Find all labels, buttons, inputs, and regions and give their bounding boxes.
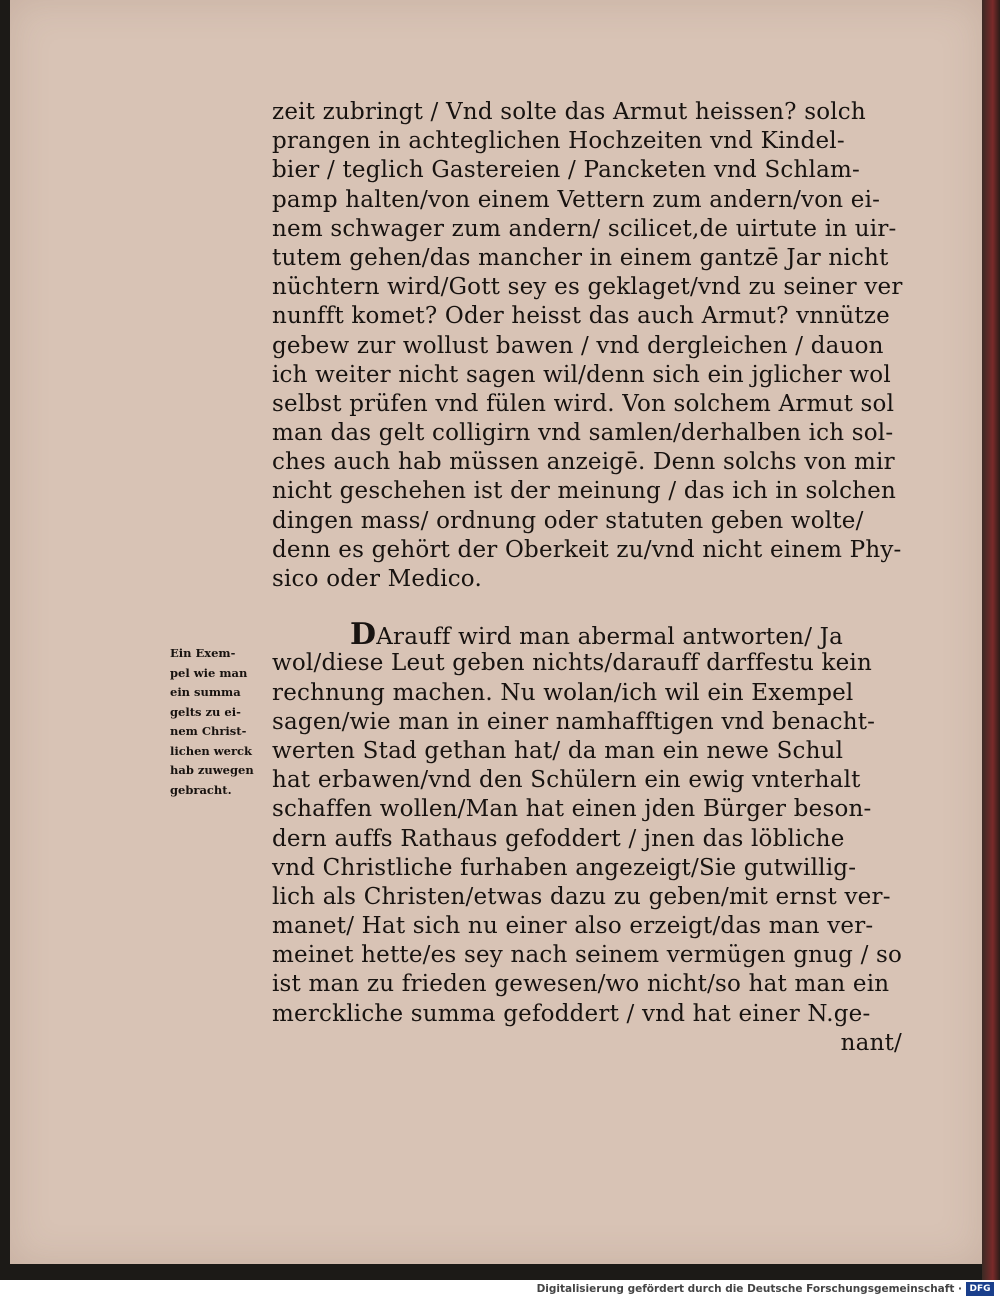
footer-bar xyxy=(0,1280,1000,1300)
text-line: merckliche summa gefoddert / vnd hat einer N.ge- xyxy=(272,1000,871,1027)
margin-note-line: pel wie man xyxy=(170,665,248,680)
text-line: lich als Christen/etwas dazu zu geben/mit ernst ver- xyxy=(272,883,891,910)
margin-note-line: ein summa xyxy=(170,685,241,699)
initial-letter: D xyxy=(350,617,377,653)
margin-note-line: gebracht. xyxy=(170,782,232,797)
margin-note-line: nem Christ- xyxy=(170,724,247,738)
text-line: vnd Christliche furhaben angezeigt/Sie gutwillig- xyxy=(272,854,857,881)
text-line: dern auffs Rathaus gefoddert / jnen das löbliche xyxy=(272,825,845,852)
text-line: werten Stad gethan hat/ da man ein newe Schul xyxy=(272,737,844,764)
text-line: selbst prüfen vnd fülen wird. Von solchem Armut sol xyxy=(272,390,895,417)
text-line: schaffen wollen/Man hat einen jden Bürger beson- xyxy=(272,796,872,823)
text-line: pamp halten/von einem Vettern zum andern/von ei- xyxy=(272,186,881,213)
text-line: sagen/wie man in einer namhafftigen vnd benacht- xyxy=(272,708,876,735)
text-line: Arauff wird man abermal antworten/ Ja xyxy=(376,624,843,651)
text-line: sico oder Medico. xyxy=(272,566,482,592)
margin-note xyxy=(170,644,290,800)
funding-credit: Digitalisierung gefördert durch die Deutsche Forschungsgemeinschaft · xyxy=(536,1283,962,1295)
dfg-logo-icon: DFG xyxy=(966,1282,994,1296)
text-line: gebew zur wollust bawen / vnd dergleichen / dauon xyxy=(272,332,884,359)
text-line: denn es gehört der Oberkeit zu/vnd nicht einem Phy- xyxy=(272,536,902,563)
text-line: meinet hette/es sey nach seinem vermügen gnug / so xyxy=(272,942,903,969)
text-line: ist man zu frieden gewesen/wo nicht/so hat man ein xyxy=(272,971,890,998)
text-line: rechnung machen. Nu wolan/ich wil ein Exempel xyxy=(272,679,854,706)
margin-note-line: hab zuwegen xyxy=(170,763,254,777)
margin-note-line: Ein Exem- xyxy=(170,646,236,660)
margin-note-line: gelts zu ei- xyxy=(170,704,241,719)
margin-note-line: lichen werck xyxy=(170,743,253,758)
catchword: nant/ xyxy=(840,1029,902,1056)
text-line: nüchtern wird/Gott sey es geklaget/vnd zu seiner ver xyxy=(272,274,903,301)
text-line: nicht geschehen ist der meinung / das ich in solchen xyxy=(272,478,896,505)
text-line: ches auch hab müssen anzeigē. Denn solchs von mir xyxy=(272,449,895,476)
text-line: hat erbawen/vnd den Schülern ein ewig vnterhalt xyxy=(272,767,861,794)
text-line: nem schwager zum andern/ scilicet,de uirtute in uir- xyxy=(272,215,897,242)
text-line: tutem gehen/das mancher in einem gantzē Jar nicht xyxy=(272,244,889,271)
text-line: ich weiter nicht sagen wil/denn sich ein jglicher wol xyxy=(272,361,891,388)
page-text xyxy=(272,98,912,1058)
text-line: man das gelt colligirn vnd samlen/derhalben ich sol- xyxy=(272,420,894,447)
text-line: prangen in achteglichen Hochzeiten vnd Kindel- xyxy=(272,128,845,155)
text-line: nunfft komet? Oder heisst das auch Armut? vnnütze xyxy=(272,303,890,330)
paragraph-first-line xyxy=(272,617,912,653)
text-line: manet/ Hat sich nu einer also erzeigt/das man ver- xyxy=(272,913,874,940)
text-line: wol/diese Leut geben nichts/darauff darffestu kein xyxy=(272,650,873,677)
book-page xyxy=(10,0,982,1264)
text-line: zeit zubringt / Vnd solte das Armut heissen? solch xyxy=(272,99,866,125)
book-edge xyxy=(982,0,1000,1280)
text-line: bier / teglich Gastereien / Pancketen vnd Schlam- xyxy=(272,157,860,184)
text-line: dingen mass/ ordnung oder statuten geben wolte/ xyxy=(272,507,864,534)
